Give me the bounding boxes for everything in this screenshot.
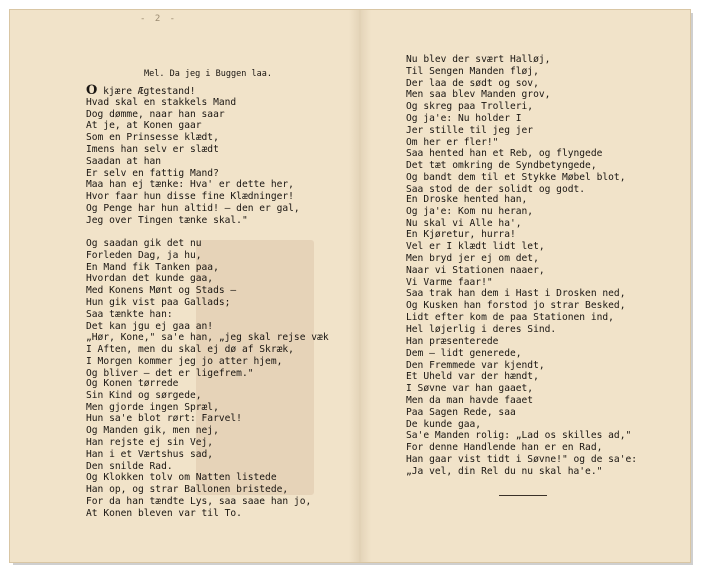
verse-line: Sin Kind og sørgede, bbox=[86, 389, 202, 401]
stanza-5 bbox=[406, 194, 626, 336]
verse-line: Og saadan gik det nu bbox=[86, 238, 202, 249]
verse-line: At je, at Konen gaar bbox=[86, 120, 202, 132]
verse-line: I Søvne var han gaaet, bbox=[406, 383, 534, 395]
right-page bbox=[371, 10, 690, 562]
stanza-3 bbox=[86, 378, 311, 520]
verse-line: Men saa blev Manden grov, bbox=[406, 89, 551, 101]
stanza-1 bbox=[86, 85, 300, 227]
end-rule bbox=[499, 495, 547, 496]
verse-line: De kunde gaa, bbox=[406, 418, 482, 430]
verse-line: Et Uheld var der hændt, bbox=[406, 371, 539, 383]
verse-line: Det kan jgu ej gaa an! bbox=[86, 320, 214, 332]
verse-line: Nu blev der svært Halløj, bbox=[406, 54, 551, 65]
verse-line: Og Klokken tolv om Natten listede bbox=[86, 472, 277, 484]
verse-line: Og bliver — det er ligefrem." bbox=[86, 367, 254, 379]
verse-line: Vi Varme faar!" bbox=[406, 276, 493, 288]
verse-line: At Konen bleven var til To. bbox=[86, 507, 242, 519]
verse-line: Naar vi Stationen naaer, bbox=[406, 264, 545, 276]
verse-line: Sa'e Manden rolig: „Lad os skilles ad," bbox=[406, 430, 632, 442]
verse-line: Paa Sagen Rede, saa bbox=[406, 406, 516, 418]
drop-initial: O bbox=[86, 83, 98, 98]
verse-line: En Droske hented han, bbox=[406, 194, 528, 205]
verse-line: Og Konen tørrede bbox=[86, 378, 179, 389]
stanza-4 bbox=[406, 54, 626, 196]
verse-line: Er selv en fattig Mand? bbox=[86, 167, 219, 179]
verse-line: Saa tænkte han: bbox=[86, 308, 173, 320]
verse-line: Vel er I klædt lidt let, bbox=[406, 241, 545, 253]
verse-line: Hvordan det kunde gaa, bbox=[86, 273, 214, 285]
verse-line: Dem — lidt generede, bbox=[406, 347, 522, 359]
melody-line: Mel. Da jeg i Buggen laa. bbox=[144, 69, 272, 79]
verse-line: For denne Handlende han er en Rad, bbox=[406, 442, 603, 454]
verse-line: Det tæt omkring de Syndbetyngede, bbox=[406, 160, 597, 172]
verse-line: „Ja vel, din Rel du nu skal ha'e." bbox=[406, 465, 603, 477]
verse-line: Hvor faar hun disse fine Klædninger! bbox=[86, 191, 294, 203]
verse-line: Han i et Værtshus sad, bbox=[86, 448, 214, 460]
verse-line: Saa trak han dem i Hast i Drosken ned, bbox=[406, 288, 626, 300]
verse-line: Den Fremmede var kjendt, bbox=[406, 359, 545, 371]
verse-line: Med Konens Mønt og Stads — bbox=[86, 285, 237, 297]
verse-line: Men da man havde faaet bbox=[406, 394, 534, 406]
verse-line: En Mand fik Tanken paa, bbox=[86, 261, 219, 273]
verse-line: Men gjorde ingen Spræl, bbox=[86, 401, 219, 413]
verse-line: Han gaar vist tidt i Søvne!" og de sa'e: bbox=[406, 453, 638, 465]
stanza-2 bbox=[86, 238, 329, 380]
verse-line: Saa hented han et Reb, og flyngede bbox=[406, 148, 603, 160]
verse-line: For da han tændte Lys, saa saae han jo, bbox=[86, 495, 312, 507]
verse-line: „Hør, Kone," sa'e han, „jeg skal rejse væk bbox=[86, 332, 329, 344]
verse-line: Hun gik vist paa Gallads; bbox=[86, 296, 231, 308]
verse-line: I Aften, men du skal ej dø af Skræk, bbox=[86, 344, 294, 356]
center-fold bbox=[349, 10, 371, 562]
verse-line: Og Penge har hun altid! — den er gal, bbox=[86, 202, 300, 214]
verse-line: Der laa de sødt og sov, bbox=[406, 77, 539, 89]
verse-line: Hvad skal en stakkels Mand bbox=[86, 96, 237, 108]
verse-line: Nu skal vi Alle ha', bbox=[406, 217, 522, 229]
verse-line: Imens han selv er slædt bbox=[86, 143, 219, 155]
stanza-6 bbox=[406, 336, 637, 478]
left-page bbox=[10, 10, 349, 562]
verse-line: I Morgen kommer jeg jo atter hjem, bbox=[86, 355, 283, 367]
verse-line: Om her er fler!" bbox=[406, 136, 499, 148]
verse-line: Han rejste ej sin Vej, bbox=[86, 436, 214, 448]
verse-line: Men bryd jer ej om det, bbox=[406, 252, 539, 264]
verse-line: Maa han ej tænke: Hva' er dette her, bbox=[86, 179, 294, 191]
verse-line: Forleden Dag, ja hu, bbox=[86, 249, 202, 261]
verse-line: Saadan at han bbox=[86, 155, 162, 167]
verse-line: Jer stille til jeg jer bbox=[406, 124, 534, 136]
verse-line: Og ja'e: Kom nu heran, bbox=[406, 205, 534, 217]
verse-line: Saa stod de der solidt og godt. bbox=[406, 183, 586, 195]
verse-line: Og Kusken han forstod jo strar Besked, bbox=[406, 300, 626, 312]
verse-line: Og bandt dem til et Stykke Møbel blot, bbox=[406, 171, 626, 183]
verse-line: Og ja'e: Nu holder I bbox=[406, 112, 522, 124]
verse-line: Til Sengen Manden fløj, bbox=[406, 65, 539, 77]
verse-line: O kjære Ægtestand! bbox=[86, 83, 196, 98]
page-number: - 2 - bbox=[140, 14, 178, 24]
booklet-spread bbox=[10, 10, 690, 562]
verse-line: Og skreg paa Trolleri, bbox=[406, 101, 534, 113]
verse-line: Lidt efter kom de paa Stationen ind, bbox=[406, 311, 614, 323]
verse-line: Han præsenterede bbox=[406, 336, 499, 347]
verse-line: En Kjøretur, hurra! bbox=[406, 229, 516, 241]
verse-line: Dog dømme, naar han saar bbox=[86, 108, 225, 120]
verse-line: Han op, og strar Ballonen bristede, bbox=[86, 484, 289, 496]
verse-line: Som en Prinsesse klædt, bbox=[86, 132, 219, 144]
verse-line: Hel løjerlig i deres Sind. bbox=[406, 323, 557, 335]
verse-line: Jeg over Tingen tænke skal." bbox=[86, 214, 248, 226]
verse-line: Og Manden gik, men nej, bbox=[86, 425, 219, 437]
verse-line: Hun sa'e blot rørt: Farvel! bbox=[86, 413, 242, 425]
verse-line: Den snilde Rad. bbox=[86, 460, 173, 472]
